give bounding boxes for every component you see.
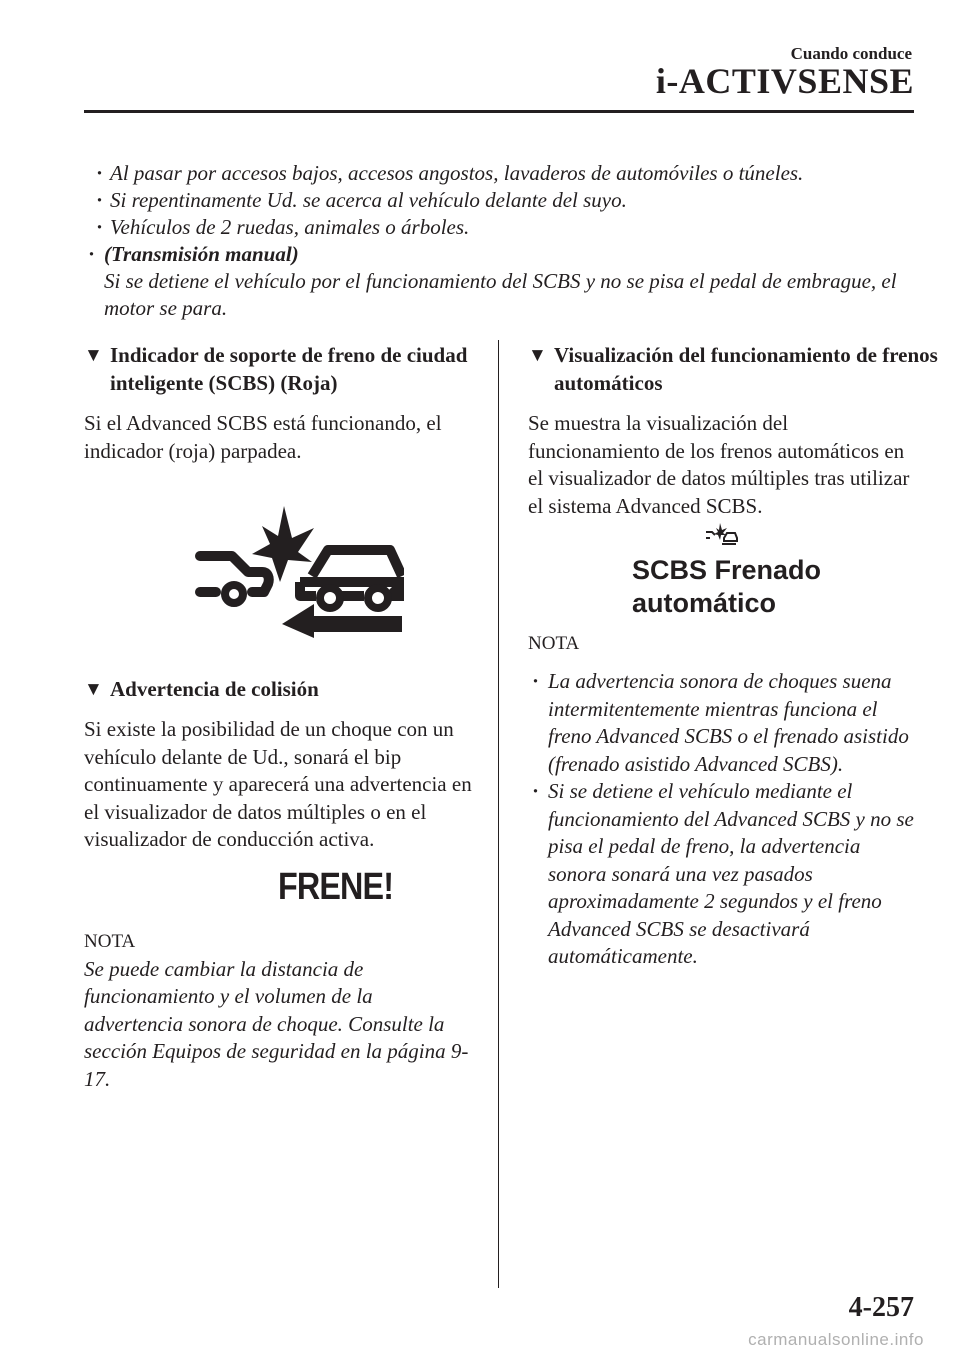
scbs-indicator-icon [192,500,404,638]
indicator-heading: ▼ Indicador de soporte de freno de ciudad inteligente (SCBS) (Roja) [84,343,468,395]
auto-brake-display-line2: automático [632,588,777,618]
note-label: NOTA [528,633,580,654]
triangle-marker-icon: ▼ [84,679,103,700]
left-column [84,0,474,1360]
list-item: · Si repentinamente Ud. se acerca al vehículo delante del suyo. [84,187,914,214]
right-column [528,0,938,1360]
auto-brake-display-heading: ▼ Visualización del funcionamiento de frenos automáticos [528,343,938,395]
note-left [84,928,474,1093]
note-right-list [528,668,918,971]
note-label: NOTA [84,931,136,952]
brake-warning-display: FRENE! [278,866,394,908]
note-right-label-wrap [528,630,918,658]
collision-warning-text: Si existe la posibilidad de un choque con un vehículo delante de Ud., sonará el bip continuamente y aparecerá una advertencia en el visualizador de datos múltiples o en el visualizador de conducción activa. [84,717,472,851]
page-number: 4-257 [848,1292,914,1323]
watermark: carmanualsonline.info [748,1330,924,1349]
list-item: · Si se detiene el vehículo mediante el funcionamiento del Advanced SCBS y no se pisa el pedal de freno, la advertencia sonora sonará una vez pasados aproximadamente 2 segundos y el freno Advanced SCBS se desactivará automáticamente. [528,778,918,971]
triangle-marker-icon: ▼ [528,345,547,366]
column-divider [498,340,499,1288]
list-item: · La advertencia sonora de choques suena intermitentemente mientras funciona el freno Advanced SCBS o el frenado asistido (frenado asistido Advanced SCBS). [528,668,918,778]
list-item: · Vehículos de 2 ruedas, animales o árboles. [84,214,914,241]
scbs-small-icon [704,522,738,546]
triangle-marker-icon: ▼ [84,345,103,366]
header-section: Cuando conduce [790,44,912,63]
indicator-text: Si el Advanced SCBS está funcionando, el indicador (roja) parpadea. [84,411,442,463]
collision-warning-heading: ▼ Advertencia de colisión [84,676,480,704]
auto-brake-display-line1: SCBS Frenado [632,555,822,585]
list-item: · Al pasar por accesos bajos, accesos angostos, lavaderos de automóviles o túneles. [84,160,914,187]
note-text: Se puede cambiar la distancia de funcionamiento y el volumen de la advertencia sonora de choque. Consulte la sección Equipos de seguridad en la página 9-17. [84,956,469,1091]
auto-brake-display-text: Se muestra la visualización del funcionamiento de los frenos automáticos en el visualizador de datos múltiples tras utilizar el sistema Advanced SCBS. [528,411,910,518]
manual-transmission-text: Si se detiene el vehículo por el funcionamiento del SCBS y no se pisa el pedal de embrague, el motor se para. [104,269,897,320]
manual-transmission-heading: · (Transmisión manual) [104,242,299,266]
auto-brake-display [632,554,821,620]
page-title: i-ACTIVSENSE [655,61,914,101]
